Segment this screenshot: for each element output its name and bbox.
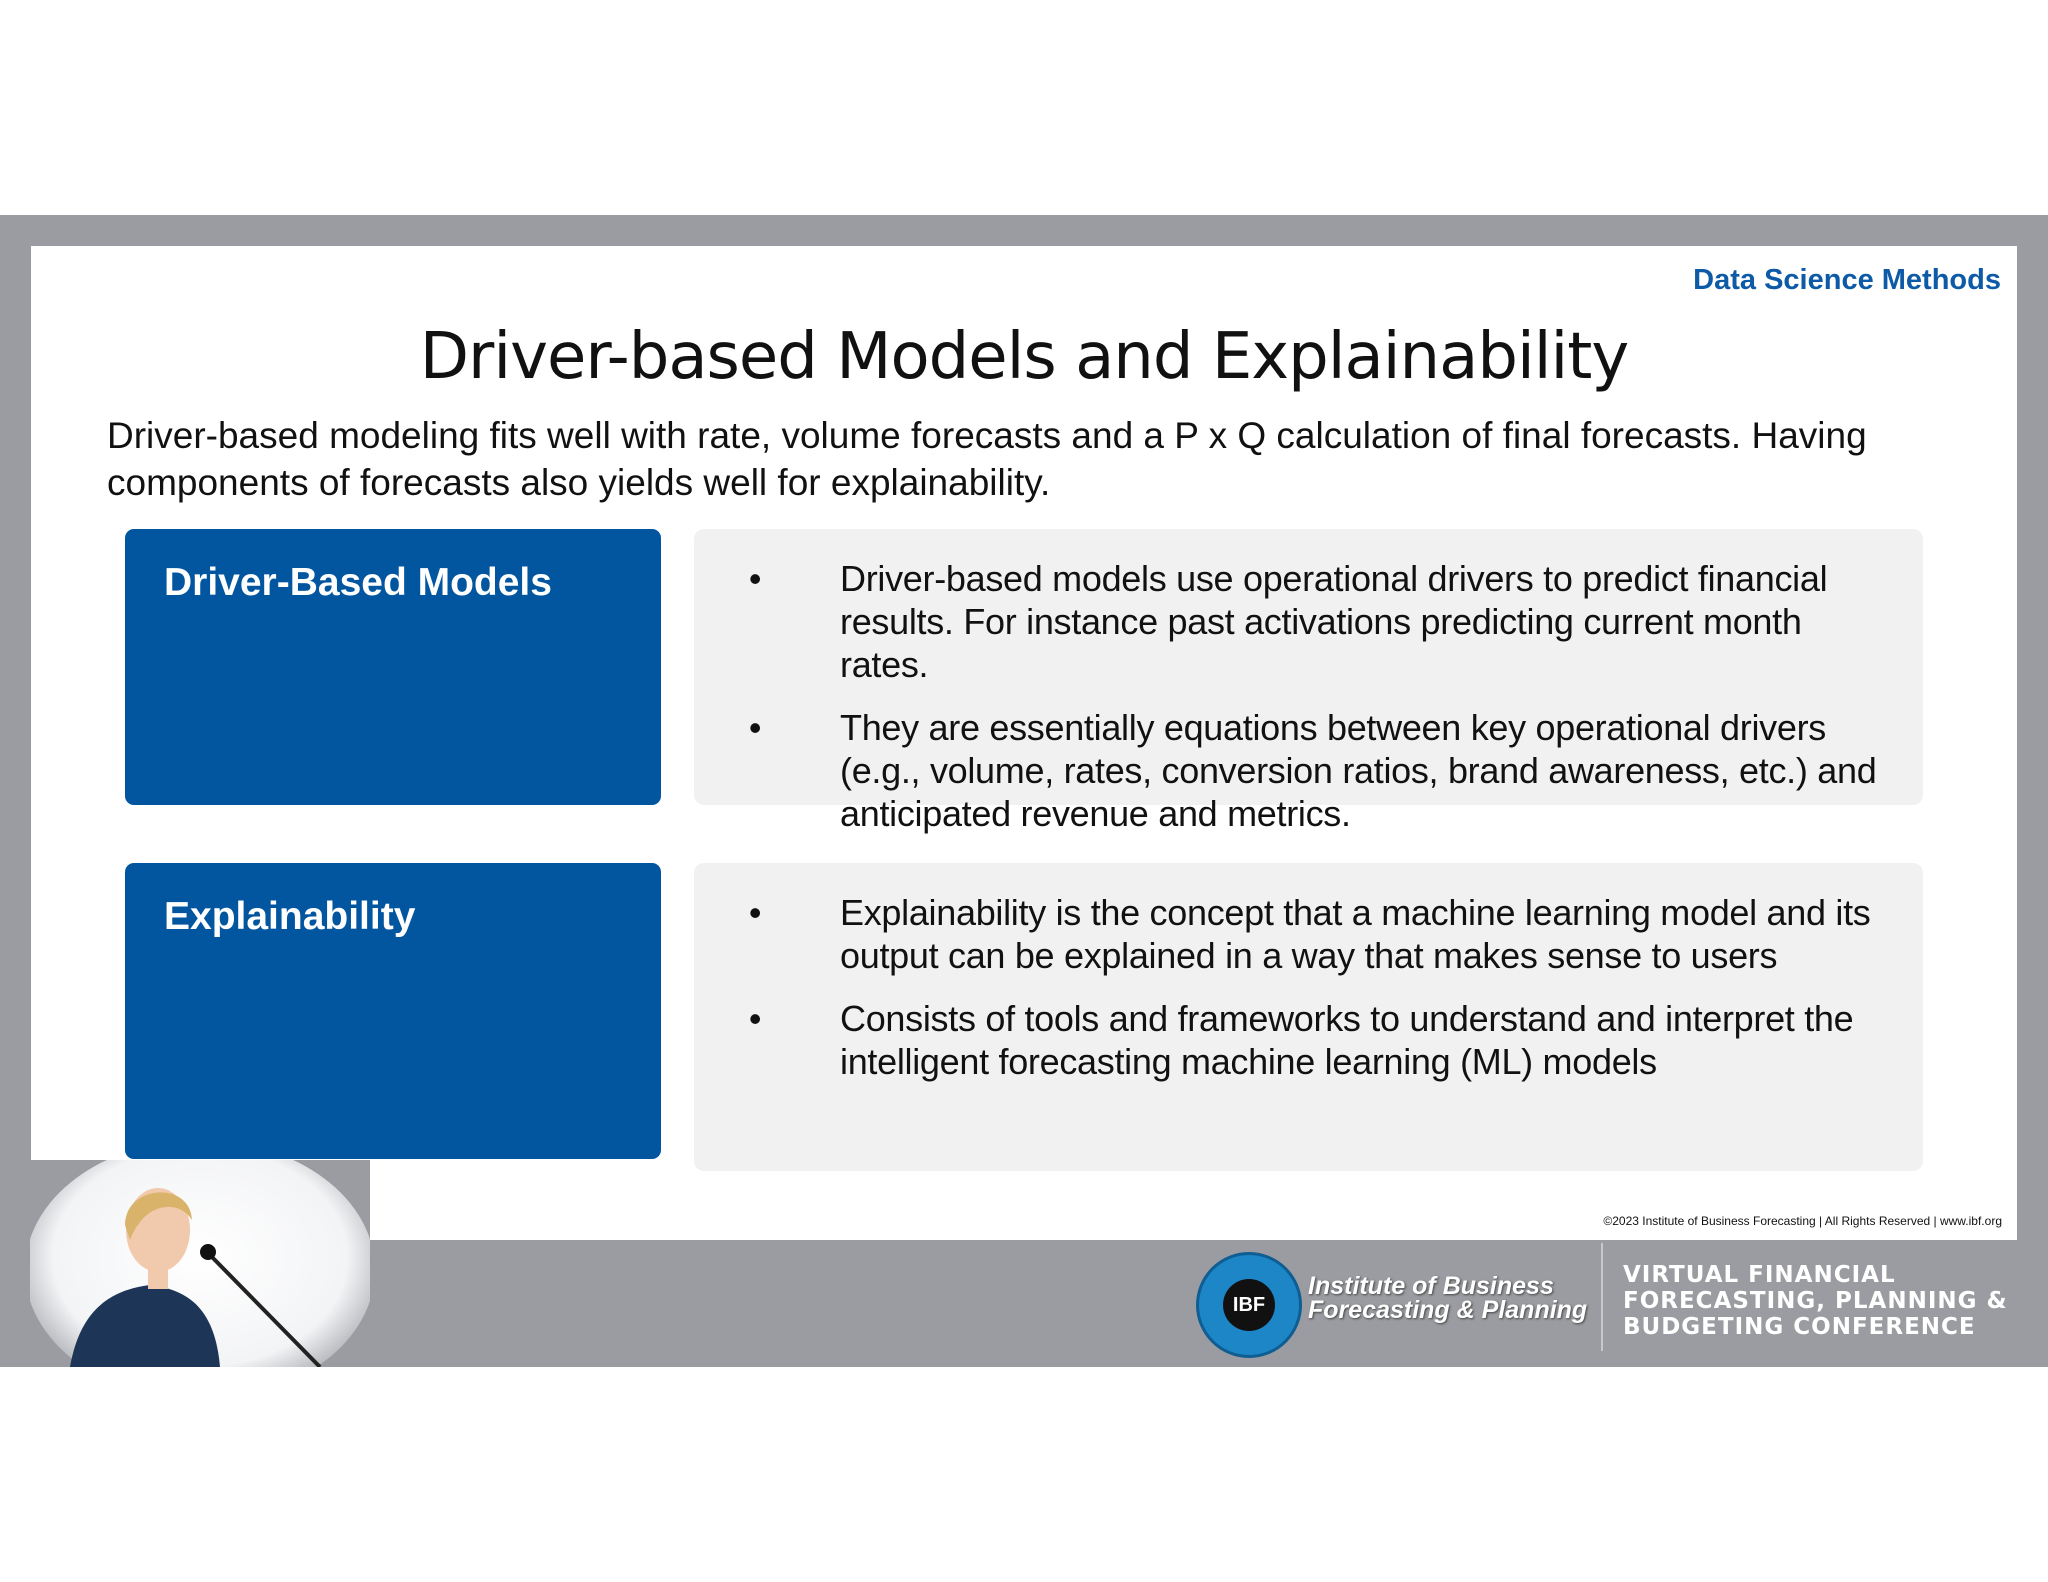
section-tag: Data Science Methods bbox=[1693, 264, 2001, 296]
bullet-dot: • bbox=[748, 998, 762, 1039]
ibf-logo bbox=[1196, 1252, 1596, 1362]
slide-title: Driver-based Models and Explainability bbox=[419, 320, 1629, 394]
bullet-item: • They are essentially equations between key operational drivers (e.g., volume, rates, conversion ratios, brand awareness, etc.) and anticipated revenue and metrics. bbox=[740, 706, 1890, 835]
explainability-panel bbox=[694, 863, 1923, 1171]
intro-text: Driver-based modeling fits well with rate, volume forecasts and a P x Q calculation of final forecasts. Having components of forecasts also yields well for explainability. bbox=[107, 415, 1867, 503]
bullet-item: • Driver-based models use operational drivers to predict financial results. For instance past activations predicting current month rates. bbox=[740, 557, 1890, 686]
bullet-item: • Explainability is the concept that a machine learning model and its output can be explained in a way that makes sense to users bbox=[740, 891, 1890, 977]
bullet-item: • Consists of tools and frameworks to understand and interpret the intelligent forecasting machine learning (ML) models bbox=[740, 997, 1890, 1083]
explainability-box bbox=[125, 863, 661, 1159]
speaker-image bbox=[30, 1160, 370, 1367]
bullet-dot: • bbox=[748, 558, 762, 599]
logo-ring-icon bbox=[1196, 1252, 1302, 1358]
bullet-dot: • bbox=[748, 707, 762, 748]
driver-based-models-label: Driver-Based Models bbox=[164, 561, 552, 604]
copyright-text: ©2023 Institute of Business Forecasting | All Rights Reserved | www.ibf.org bbox=[1603, 1214, 2002, 1228]
footer-divider bbox=[1601, 1243, 1603, 1351]
bullet-list bbox=[740, 557, 1890, 855]
org-name: Institute of Business Forecasting & Planning bbox=[1308, 1272, 1588, 1324]
bullet-list bbox=[740, 891, 1890, 1103]
logo-mark: IBF bbox=[1223, 1279, 1275, 1331]
conference-name: VIRTUAL FINANCIAL FORECASTING, PLANNING & BUDGETING CONFERENCE bbox=[1623, 1262, 2008, 1340]
driver-based-models-panel bbox=[694, 529, 1923, 834]
explainability-label: Explainability bbox=[164, 895, 416, 938]
driver-based-models-box bbox=[125, 529, 661, 805]
bullet-dot: • bbox=[748, 892, 762, 933]
